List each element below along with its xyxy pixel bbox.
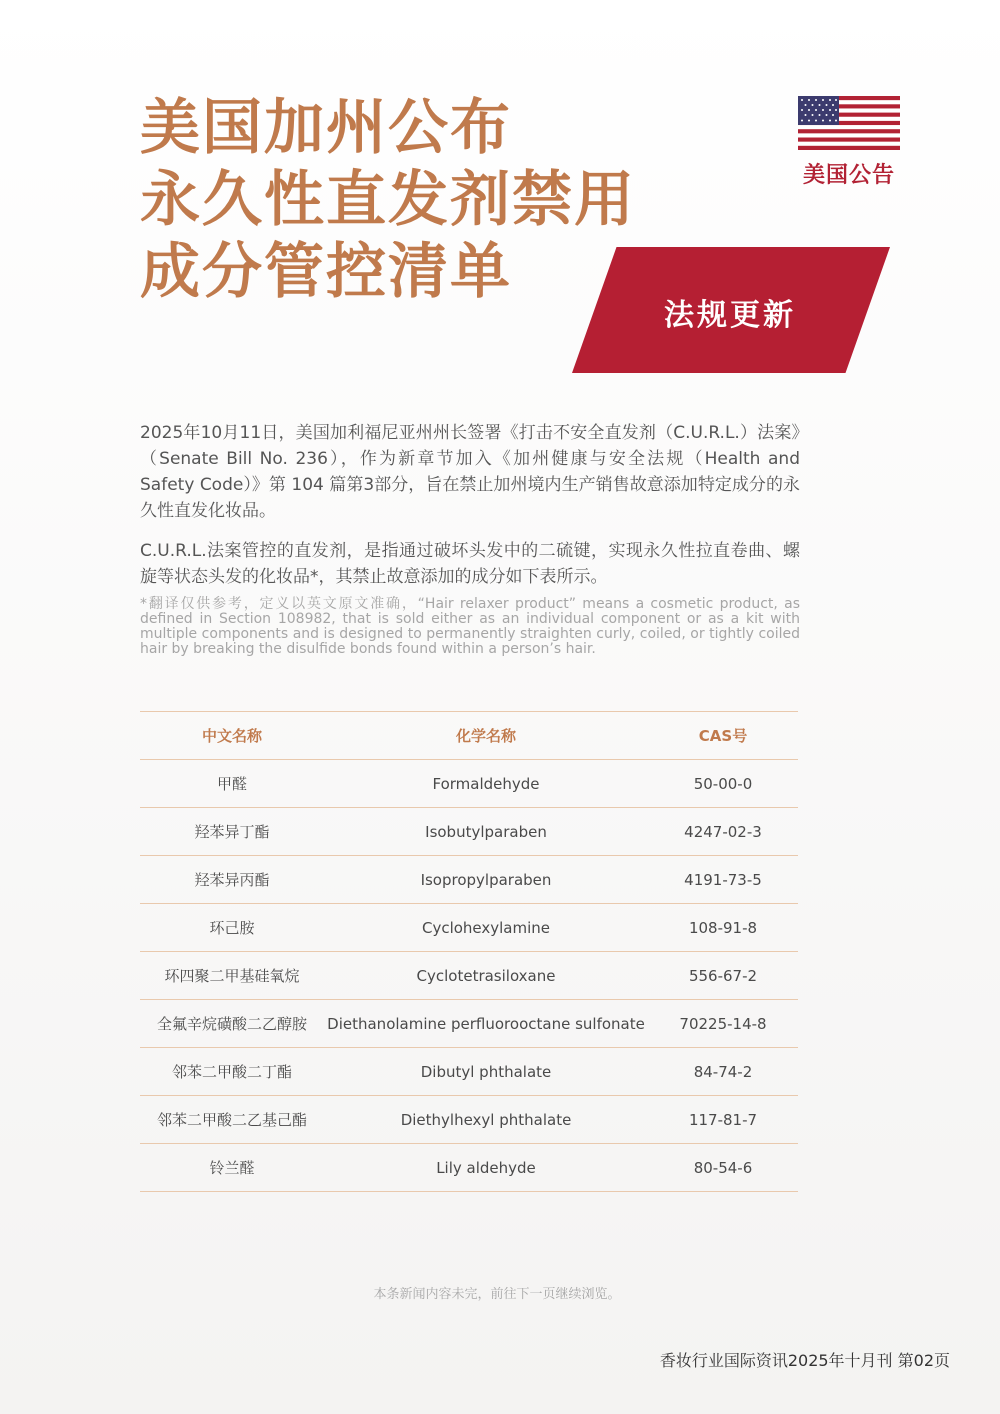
table-row [140, 856, 798, 904]
cell-cas-number: 556-67-2 [648, 952, 798, 1000]
header-cas-number: CAS号 [648, 712, 798, 760]
header-chemical-name: 化学名称 [324, 712, 648, 760]
page-footer: 香妆行业国际资讯2025年十月刊 第02页 [659, 1351, 950, 1370]
table-row [140, 1096, 798, 1144]
cell-chinese-name: 全氟辛烷磺酸二乙醇胺 [140, 1000, 324, 1048]
cell-chemical-name: Diethanolamine perfluorooctane sulfonate [324, 1000, 648, 1048]
table-row [140, 808, 798, 856]
banned-ingredients-table [140, 711, 798, 1192]
cell-chinese-name: 铃兰醛 [140, 1144, 324, 1192]
table-header-row [140, 712, 798, 760]
cell-chemical-name: Diethylhexyl phthalate [324, 1096, 648, 1144]
cell-chinese-name: 环己胺 [140, 904, 324, 952]
us-flag-icon [798, 96, 900, 150]
page-title [140, 92, 660, 308]
cell-cas-number: 4247-02-3 [648, 808, 798, 856]
cell-chinese-name: 邻苯二甲酸二丁酯 [140, 1048, 324, 1096]
cell-chemical-name: Lily aldehyde [324, 1144, 648, 1192]
cell-cas-number: 80-54-6 [648, 1144, 798, 1192]
title-line-2: 永久性直发剂禁用 [140, 165, 636, 235]
cell-cas-number: 84-74-2 [648, 1048, 798, 1096]
cell-chemical-name: Cyclohexylamine [324, 904, 648, 952]
cell-cas-number: 108-91-8 [648, 904, 798, 952]
cell-chinese-name: 环四聚二甲基硅氧烷 [140, 952, 324, 1000]
cell-cas-number: 50-00-0 [648, 760, 798, 808]
cell-chemical-name: Isopropylparaben [324, 856, 648, 904]
title-line-3: 成分管控清单 [140, 237, 512, 307]
table-row [140, 1048, 798, 1096]
cell-cas-number: 70225-14-8 [648, 1000, 798, 1048]
title-line-1: 美国加州公布 [140, 93, 512, 163]
continue-note: 本条新闻内容未完，前往下一页继续浏览。 [373, 1287, 621, 1302]
cell-chemical-name: Formaldehyde [324, 760, 648, 808]
table-row [140, 904, 798, 952]
cell-cas-number: 117-81-7 [648, 1096, 798, 1144]
table-row [140, 1144, 798, 1192]
cell-cas-number: 4191-73-5 [648, 856, 798, 904]
cell-chinese-name: 羟苯异丁酯 [140, 808, 324, 856]
cell-chinese-name: 羟苯异丙酯 [140, 856, 324, 904]
header-chinese-name: 中文名称 [140, 712, 324, 760]
table-row [140, 952, 798, 1000]
cell-chemical-name: Dibutyl phthalate [324, 1048, 648, 1096]
cell-chinese-name: 甲醛 [140, 760, 324, 808]
us-notice-label: 美国公告 [802, 163, 895, 188]
intro-paragraph: 2025年10月11日，美国加利福尼亚州州长签署《打击不安全直发剂（C.U.R.L.）法案》（Senate Bill No. 236），作为新章节加入《加州健康与安全法规（Health and Safety Code）》第 104 篇第3部分，旨在禁止加州境内生产销售故意添加特定成分的永久性直发化妆品。 [140, 423, 800, 521]
regulation-update-label: 法规更新 [664, 298, 796, 333]
table-row [140, 760, 798, 808]
translation-footnote: *翻译仅供参考，定义以英文原文准确，“Hair relaxer product” means a cosmetic product, as defined in Section 108982, that is sold either as an individual component or as a kit with multiple components and is designed to permanently straighten curly, coiled, or tightly coiled hair by breaking the disulfide bonds found within a person’s hair. [140, 596, 800, 657]
table-row [140, 1000, 798, 1048]
cell-chemical-name: Isobutylparaben [324, 808, 648, 856]
definition-paragraph: C.U.R.L.法案管控的直发剂，是指通过破坏头发中的二硫键，实现永久性拉直卷曲、螺旋等状态头发的化妆品*，其禁止故意添加的成分如下表所示。 [140, 541, 800, 587]
cell-chemical-name: Cyclotetrasiloxane [324, 952, 648, 1000]
cell-chinese-name: 邻苯二甲酸二乙基己酯 [140, 1096, 324, 1144]
